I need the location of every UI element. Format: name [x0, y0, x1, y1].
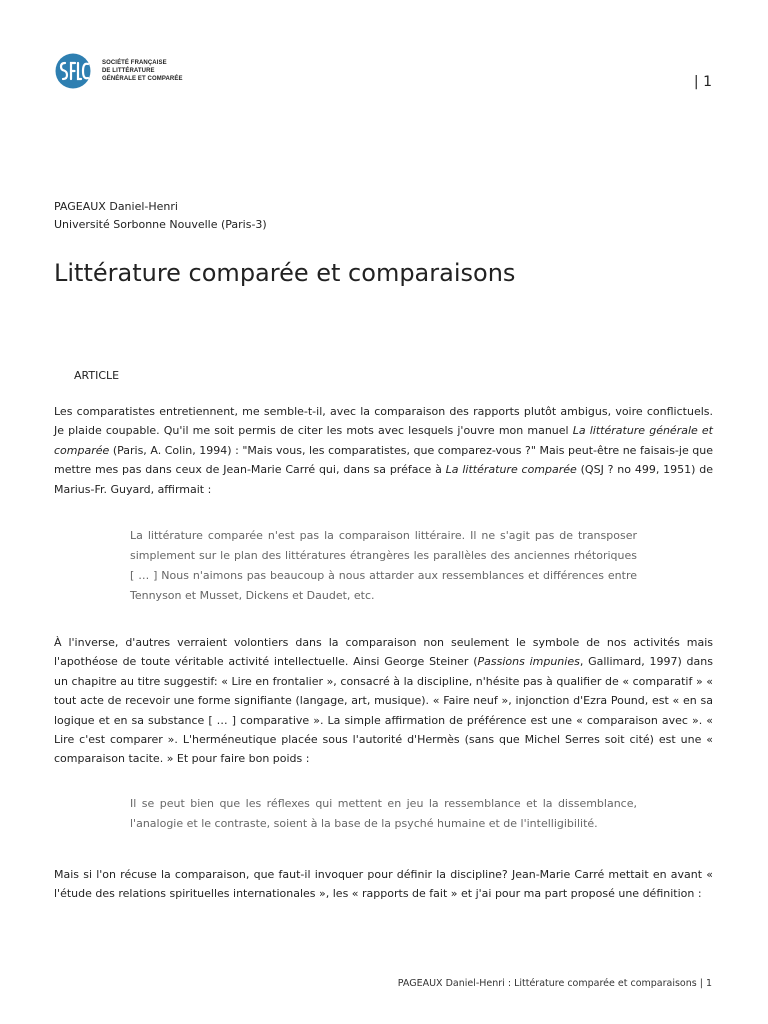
author-affiliation: Université Sorbonne Nouvelle (Paris-3) — [54, 218, 267, 231]
paragraph-text: (Paris, A. Colin, 1994) : "Mais vous, les comparatistes, que comparez-vous ?" Mais peut-être ne faisais-je que mettre mes pas dans ceux de Jean-Marie Carré qui, dans sa préface à — [54, 443, 713, 477]
body-paragraph-3: Mais si l'on récuse la comparaison, que faut-il invoquer pour définir la discipline? Jean-Marie Carré mettait en avant « l'étude des relations spirituelles internationales », les « rapports de fait » et j'ai pour ma part proposé une définition : — [54, 868, 713, 901]
org-name-line: GÉNÉRALE ET COMPARÉE — [102, 76, 183, 82]
book-title: La littérature générale et comparée — [54, 424, 713, 457]
paragraph-text: Les comparatistes entretiennent, me semble-t-il, avec la comparaison des rapports plutôt ambigus, voire conflictuels. Je plaide coupable. Qu'il me soit permis de citer les mots avec lesquels j'ouvre mon manuel — [54, 405, 713, 438]
paragraph-text: (QSJ ? no 499, 1951) de Marius-Fr. Guyard, affirmait : — [54, 463, 713, 496]
page-title: Littérature comparée et comparaisons — [54, 259, 516, 287]
page-number: | 1 — [693, 74, 712, 90]
block-quote-1: La littérature comparée n'est pas la comparaison littéraire. Il ne s'agit pas de transposer simplement sur le plan des littératures étrangères les parallèles des anciennes rhétoriques [ … ] Nous n'aimons pas beaucoup à nous attarder aux ressemblances et différences entre Tennyson et Musset, Dickens et Daudet, etc. — [130, 529, 637, 602]
author-block — [54, 198, 267, 234]
org-name — [102, 59, 183, 83]
org-logo — [54, 52, 183, 90]
org-name-line: SOCIÉTÉ FRANÇAISE — [102, 60, 167, 66]
body-paragraph-1 — [54, 402, 713, 499]
page-footer: PAGEAUX Daniel-Henri : Littérature comparée et comparaisons | 1 — [397, 978, 712, 989]
sflgc-logo-icon — [54, 52, 94, 90]
section-label: ARTICLE — [74, 369, 120, 382]
book-title: La littérature comparée — [445, 463, 577, 477]
block-quote-2: Il se peut bien que les réflexes qui mettent en jeu la ressemblance et la dissemblance, l'analogie et le contraste, soient à la base de la psyché humaine et de l'intelligibilité. — [130, 797, 637, 830]
book-title: Passions impunies — [477, 655, 580, 669]
body-paragraph-2 — [54, 633, 713, 769]
paragraph-text: À l'inverse, d'autres verraient volontiers dans la comparaison non seulement le symbole de nos activités mais l'apothéose de toute véritable activité intellectuelle. Ainsi George Steiner ( — [54, 636, 713, 669]
org-name-line: DE LITTÉRATURE — [102, 68, 155, 74]
author-name: PAGEAUX Daniel-Henri — [54, 200, 178, 213]
paragraph-text: , Gallimard, 1997) dans un chapitre au titre suggestif: « Lire en frontalier », consacré à la discipline, n'hésite pas à qualifier de « comparatif » « tout acte de recevoir une forme signifiante (langage, art, musique). « Faire neuf », injonction d'Ezra Pound, est « en sa logique et en sa substance [ … ] comparative ». La simple affirmation de préférence est une « comparaison avec ». « Lire c'est comparer ». L'herméneutique placée sous l'autorité d'Hermès (sans que Michel Serres soit cité) est une « comparaison tacite. » Et pour faire bon poids : — [54, 655, 713, 766]
